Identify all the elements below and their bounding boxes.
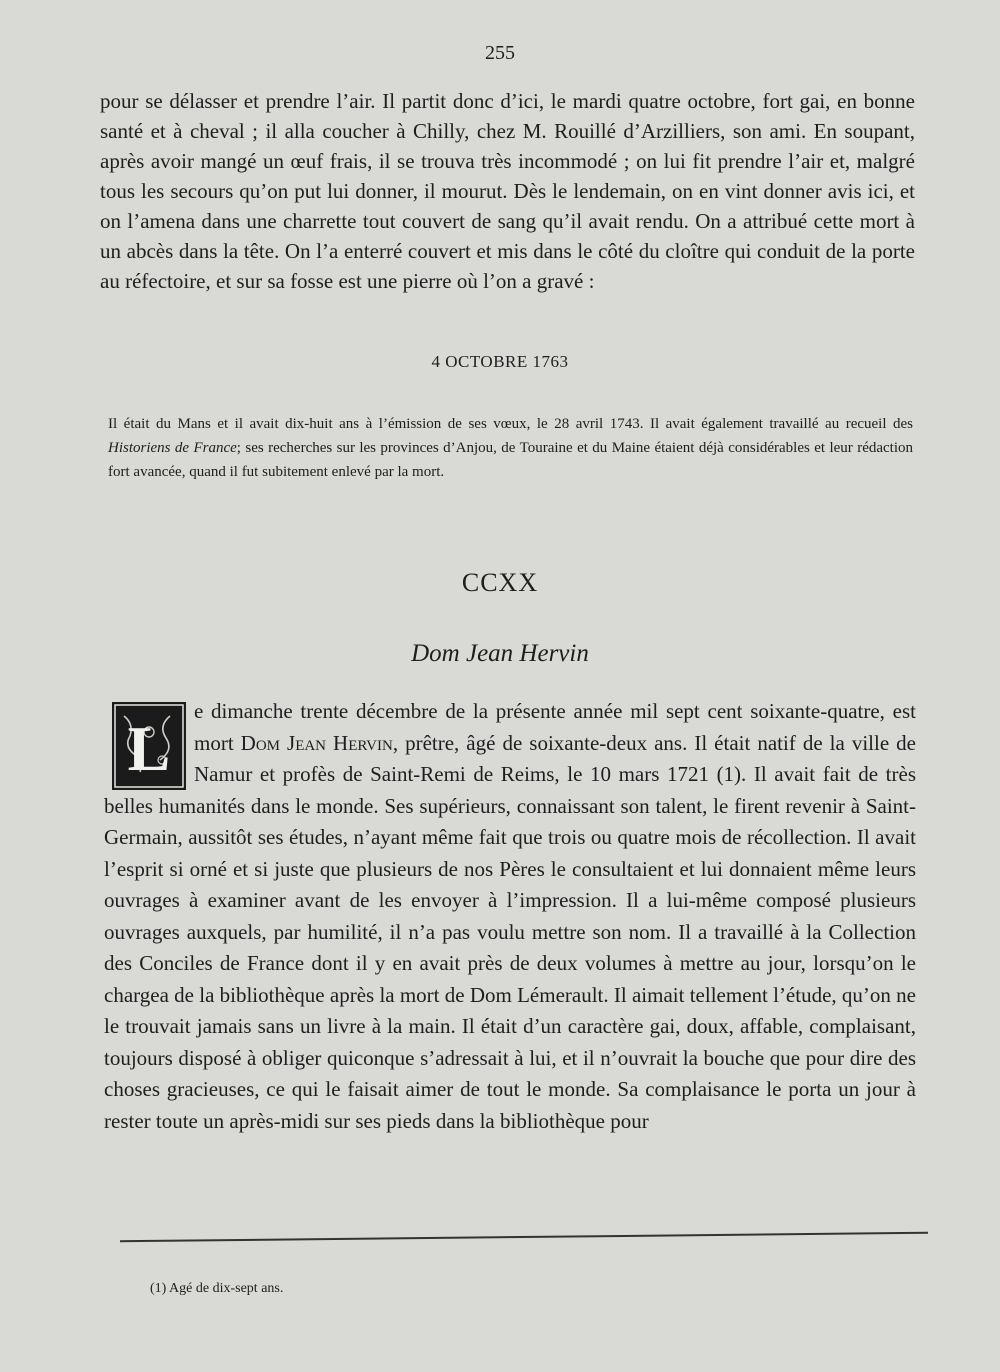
main-paragraph	[104, 696, 916, 1137]
page-number: 255	[485, 42, 515, 64]
chapter-number: CCXX	[461, 568, 539, 597]
person-name: Dom Jean Hervin	[240, 730, 393, 755]
footnote: (1) Agé de dix-sept ans.	[150, 1281, 284, 1296]
ornamental-dropcap	[112, 702, 186, 790]
biographical-notice	[108, 412, 913, 484]
main-text-2: , prêtre, âgé de soixante-deux ans. Il était natif de la ville de Namur et profès de Saint-Remi de Reims, le 10 mars 1721 (1). Il avait fait de très belles humanités dans le monde. Ses supérieurs, connaissant son talent, le firent revenir à Saint-Germain, aussitôt ses études, n’ayant même fait que trois ou quatre mois de récollection. Il avait l’esprit si orné et si juste que plusieurs de nos Pères le consultaient et lui donnaient même leurs ouvrages à examiner avant de les envoyer à l’impression. Il a lui-même composé plusieurs ouvrages auxquels, par humilité, il n’a pas voulu mettre son nom. Il a travaillé à la Collection des Conciles de France dont il y en avait près de deux volumes à mettre au jour, lorsqu’on le chargea de la bibliothèque après la mort de Dom Lémerault. Il aimait tellement l’étude, qu’on ne le trouvait jamais sans un livre à la main. Il était d’un caractère gai, doux, affable, complaisant, toujours disposé à obliger quiconque s’adressait à lui, et il n’ouvrait la bouche que pour dire des choses gracieuses, ce qui le faisait aimer de tout le monde. Sa complaisance le porta un jour à rester toute un après-midi sur ses pieds dans la bibliothèque pour	[104, 730, 916, 1133]
dropcap-letter: L	[127, 713, 171, 784]
notice-italic-title: Historiens de France	[108, 440, 237, 456]
footnote-divider	[120, 1232, 928, 1242]
epitaph-date: 4 OCTOBRE 1763	[431, 352, 569, 371]
notice-text-1: Il était du Mans et il avait dix-huit ans à l’émission de ses vœux, le 28 avril 1743. Il avait également travaillé au recueil des	[108, 416, 913, 432]
notice-text-2: ; ses recherches sur les provinces d’Anjou, de Touraine et du Maine étaient déjà considérables et leur rédaction fort avancée, quand il fut subitement enlevé par la mort.	[108, 440, 914, 480]
top-paragraph: pour se délasser et prendre l’air. Il partit donc d’ici, le mardi quatre octobre, fort gai, en bonne santé et à cheval ; il alla coucher à Chilly, chez M. Rouillé d’Arzilliers, son ami. En soupant, après avoir mangé un œuf frais, il se trouva très incommodé ; on lui fit prendre l’air et, malgré tous les secours qu’on put lui donner, il mourut. Dès le lendemain, on en vint donner avis ici, et on l’amena dans une charrette tout couvert de sang qu’il avait rendu. On a attribué cette mort à un abcès dans la tête. On l’a enterré couvert et mis dans le côté du cloître qui conduit de la porte au réfectoire, et sur sa fosse est une pierre où l’on a gravé :	[100, 89, 915, 293]
chapter-title: Dom Jean Hervin	[411, 640, 589, 667]
main-text-1: e dimanche trente décembre de la présente année mil sept cent soixante-quatre, est mort	[194, 699, 916, 755]
